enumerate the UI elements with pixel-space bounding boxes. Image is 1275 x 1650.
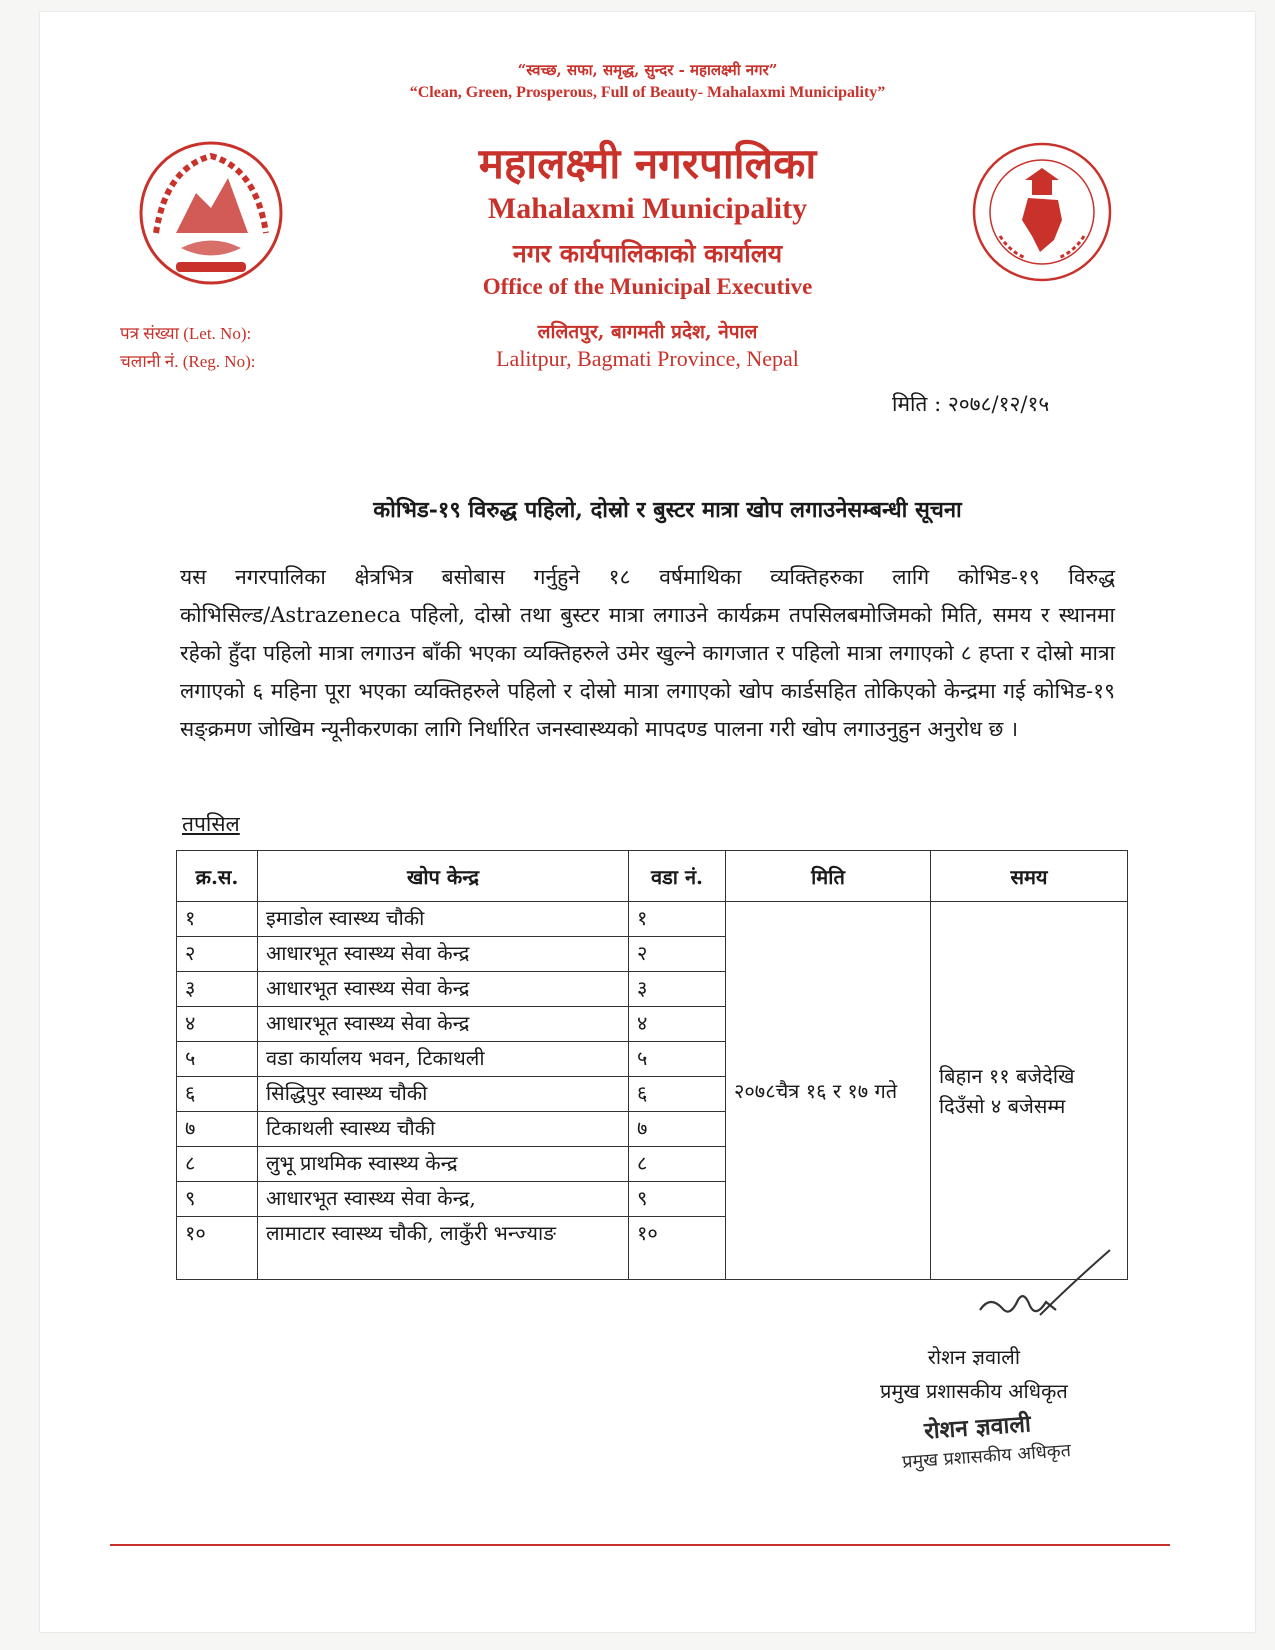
cell-time-merged: बिहान ११ बजेदेखि दिउँसो ४ बजेसम्म bbox=[931, 902, 1128, 1280]
slogan-english: “Clean, Green, Prosperous, Full of Beauty- Mahalaxmi Municipality” bbox=[409, 84, 886, 101]
cell-sn: ८ bbox=[177, 1147, 258, 1182]
cell-center: आधारभूत स्वास्थ्य सेवा केन्द्र bbox=[258, 972, 629, 1007]
registration-number-label: चलानी नं. (Reg. No): bbox=[120, 352, 256, 371]
notice-body: यस नगरपालिका क्षेत्रभित्र बसोबास गर्नुहुने १८ वर्षमाथिका व्यक्तिहरुका लागि कोभिड-१९ विरुद्ध कोभिसिल्ड/Astrazeneca पहिलो, दोस्रो तथा बुस्टर मात्रा लगाउने कार्यक्रम तपसिलबमोजिमको मिति, समय र स्थानमा रहेको हुँदा पहिलो मात्रा लगाउन बाँकी भएका व्यक्तिहरुले उमेर खुल्ने कागजात र पहिलो मात्रा लगाएको ८ हप्ता र दोस्रो मात्रा लगाएको ६ महिना पूरा भएका व्यक्तिहरुले पहिलो र दोस्रो मात्रा लगाएको खोप कार्डसहित तोकिएको केन्द्रमा गई कोभिड-१९ सङ्क्रमण जोखिम न्यूनीकरणका लागि निर्धारित जनस्वास्थ्यको मापदण्ड पालना गरी खोप लगाउनुहुन अनुरोध छ । bbox=[180, 565, 1115, 741]
vaccination-schedule-table bbox=[176, 850, 1128, 1280]
schedule-label: तपसिल bbox=[182, 812, 240, 836]
cell-ward: १ bbox=[629, 902, 726, 937]
letter-page bbox=[40, 12, 1255, 1632]
reference-numbers bbox=[120, 320, 255, 376]
cell-date-merged: २०७८चैत्र १६ र १७ गते bbox=[726, 902, 931, 1280]
header-center: खोप केन्द्र bbox=[258, 851, 629, 902]
table-row bbox=[177, 902, 1128, 937]
cell-sn: ६ bbox=[177, 1077, 258, 1112]
cell-sn: ७ bbox=[177, 1112, 258, 1147]
table-header-row bbox=[177, 851, 1128, 902]
cell-ward: ४ bbox=[629, 1007, 726, 1042]
cell-ward: ८ bbox=[629, 1147, 726, 1182]
address-nepali: ललितपुर, बागमती प्रदेश, नेपाल bbox=[537, 321, 758, 343]
address-english: Lalitpur, Bagmati Province, Nepal bbox=[496, 346, 799, 371]
cell-center: टिकाथली स्वास्थ्य चौकी bbox=[258, 1112, 629, 1147]
header-date: मिति bbox=[726, 851, 931, 902]
slogan-nepali: “स्वच्छ, सफा, समृद्ध, सुन्दर - महालक्ष्मी नगर” bbox=[517, 61, 778, 79]
cell-center: लामाटार स्वास्थ्य चौकी, लाकुँरी भन्ज्याङ bbox=[258, 1217, 629, 1280]
municipality-title-nepali: महालक्ष्मी नगरपालिका bbox=[478, 139, 817, 188]
stamp-signatory-name: रोशन ज्ञवाली bbox=[923, 1410, 1032, 1445]
cell-sn: ५ bbox=[177, 1042, 258, 1077]
footer-divider bbox=[110, 1544, 1170, 1546]
cell-sn: ४ bbox=[177, 1007, 258, 1042]
stamp-signatory-title: प्रमुख प्रशासकीय अधिकृत bbox=[901, 1440, 1072, 1473]
cell-ward: ३ bbox=[629, 972, 726, 1007]
cell-ward: ६ bbox=[629, 1077, 726, 1112]
cell-ward: ७ bbox=[629, 1112, 726, 1147]
office-title-nepali: नगर कार्यपालिकाको कार्यालय bbox=[512, 239, 783, 268]
letter-date: मिति : २०७८/१२/१५ bbox=[892, 392, 1050, 416]
letter-number-label: पत्र संख्या (Let. No): bbox=[120, 324, 252, 343]
signatory-name: रोशन ज्ञवाली bbox=[927, 1345, 1021, 1369]
signature-icon bbox=[960, 1240, 1130, 1330]
cell-sn: १० bbox=[177, 1217, 258, 1280]
header-time: समय bbox=[931, 851, 1128, 902]
cell-center: लुभू प्राथमिक स्वास्थ्य केन्द्र bbox=[258, 1147, 629, 1182]
cell-sn: ३ bbox=[177, 972, 258, 1007]
municipality-title-english: Mahalaxmi Municipality bbox=[487, 192, 808, 225]
cell-ward: ९ bbox=[629, 1182, 726, 1217]
office-title-english: Office of the Municipal Executive bbox=[482, 274, 813, 299]
cell-sn: ९ bbox=[177, 1182, 258, 1217]
cell-ward: ५ bbox=[629, 1042, 726, 1077]
cell-center: इमाडोल स्वास्थ्य चौकी bbox=[258, 902, 629, 937]
header-ward: वडा नं. bbox=[629, 851, 726, 902]
header-sn: क्र.स. bbox=[177, 851, 258, 902]
cell-ward: २ bbox=[629, 937, 726, 972]
cell-center: आधारभूत स्वास्थ्य सेवा केन्द्र bbox=[258, 937, 629, 972]
cell-sn: १ bbox=[177, 902, 258, 937]
signatory-block bbox=[880, 1340, 1068, 1408]
cell-center: सिद्धिपुर स्वास्थ्य चौकी bbox=[258, 1077, 629, 1112]
cell-sn: २ bbox=[177, 937, 258, 972]
notice-subject: कोभिड-१९ विरुद्ध पहिलो, दोस्रो र बुस्टर मात्रा खोप लगाउनेसम्बन्धी सूचना bbox=[373, 497, 962, 523]
cell-center: आधारभूत स्वास्थ्य सेवा केन्द्र bbox=[258, 1007, 629, 1042]
cell-ward: १० bbox=[629, 1217, 726, 1280]
signatory-title: प्रमुख प्रशासकीय अधिकृत bbox=[880, 1379, 1068, 1403]
cell-center: आधारभूत स्वास्थ्य सेवा केन्द्र, bbox=[258, 1182, 629, 1217]
cell-center: वडा कार्यालय भवन, टिकाथली bbox=[258, 1042, 629, 1077]
